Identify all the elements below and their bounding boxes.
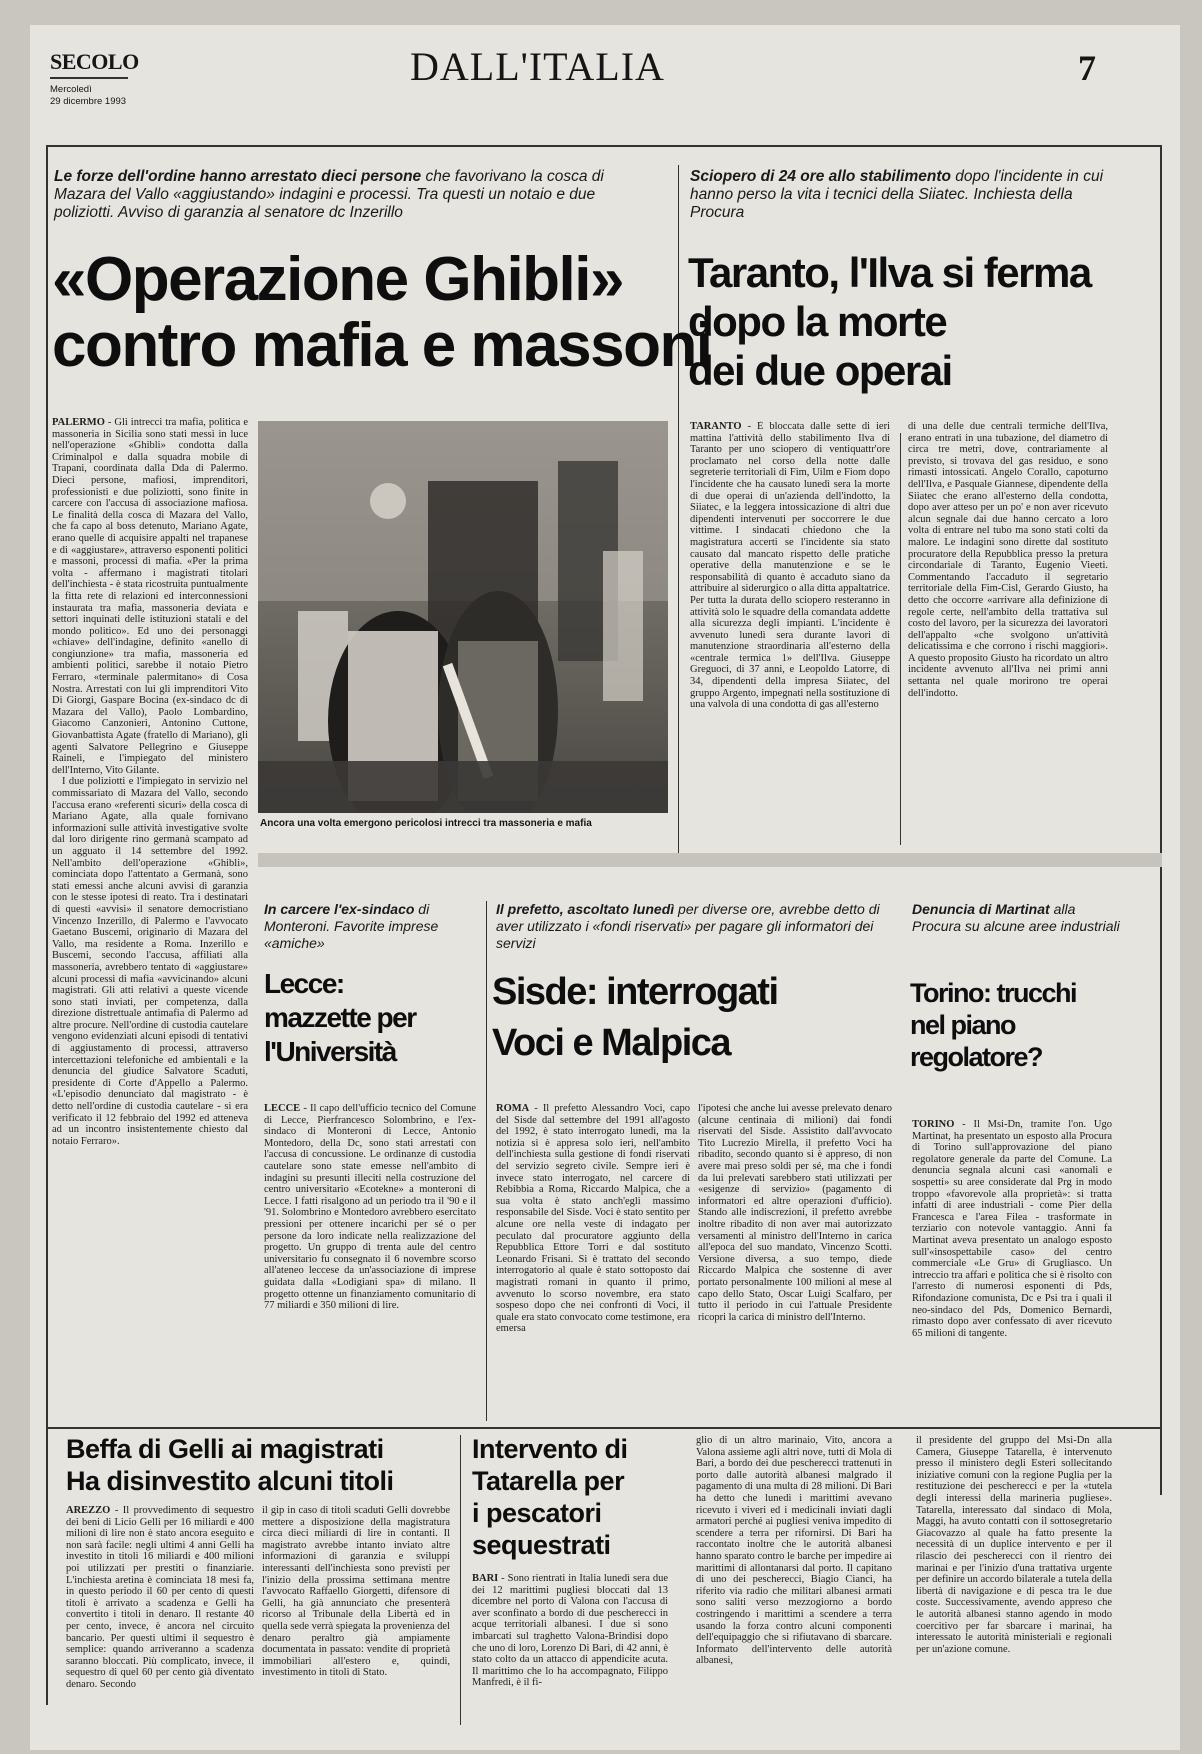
masthead bbox=[30, 25, 1180, 115]
article-ghibli-photo bbox=[258, 421, 668, 813]
article-tatarella-col3: il presidente del gruppo del Msi-Dn alla Camera, Giuseppe Tatarella, è intervenuto presso il ministero degli Esteri sollecitando iniziative comuni con la regione Puglia per la restituzione dei pescherecci e per la «tutela degli interessi della marineria pugliese». Tatarella, interessato dal sindaco di Mola, Maggi, ha avuto contatti con il sottosegretario Giacovazzo al quale ha fatto presente la necessità di un duplice intervento e per il rilascio dei pescherecci con il rientro dei marinai e per l'inizio d'una trattativa urgente per definire un accordo bilaterale a tutela della libertà di navigazione e di pesca tra le due coste. Successivamente, avendo appreso che le autorità albanesi stanno agendo in modo coercitivo per far sbarcare i marinai, ha interessato le autorità ministeriali e regionali per un'azione comune. bbox=[916, 1435, 1112, 1655]
article-ilva-col2: di una delle due centrali termiche dell'Ilva, erano entrati in una tubazione, del diametro di circa tre metri, dove, contrariamente al previsto, si trovava del gas residuo, e sono rimasti intossicati. Angelo Corallo, capoturno dell'Ilva, e Pasquale Giannese, dipendente della Siiatec che erano all'esterno della condotta, dopo aver atteso per un po' e non aver ricevuto alcun segnale dai due hanno cercato a loro volta di entrare nel tubo ma sono stati colti da malore. Le indagini sono dirette dal sostituto procuratore della Repubblica presso la pretura circondariale di Taranto, Eugenio Vieeti. Commentando l'accaduto il segretario territoriale della Fim-Cisl, Gerardo Giusto, ha detto che occorre «arrivare alla definizione di regole certe, nell'ambito della trattativa sul costo del lavoro, per la sicurezza dei lavoratori dell'appalto «che svolgono un'attività delicatissima e che corrono i rischi maggiori». A questo proposito Giusto ha ricordato un altro incidente avvenuto all'Ilva nei primi anni settanta nel quale morirono tre operai dell'indotto. bbox=[908, 421, 1108, 699]
article-tatarella-headline-line3: i pescatori bbox=[472, 1498, 602, 1528]
article-ilva-headline-line2: dopo la morte bbox=[688, 298, 947, 345]
article-lecce-headline-line2: mazzette per bbox=[264, 1002, 416, 1033]
issue-date: 29 dicembre 1993 bbox=[50, 96, 127, 107]
article-ghibli-kicker: Le forze dell'ordine hanno arrestato dieci persone che favorivano la cosca di Mazara del Vallo «aggiustando» indagini e processi. Tra questi un notaio e due poliziotti. Avviso di garanzia al senatore dc Inzerillo bbox=[54, 168, 604, 221]
article-torino-body: TORINO - Il Msi-Dn, tramite l'on. Ugo Martinat, ha presentato un esposto alla Procura di Torino sull'approvazione del piano regolatore generale da parte del Comune. La denuncia segnala alcuni casi «anomali e sospetti» su aree considerate dal Prg in modo troppo «favorevole alla proprietà»: si tratta infatti di aree industriali - come Pier della Francesca e l'area Filea - trasformate in terziario con notevole vantaggio. Anni fa Martinat aveva presentato un analogo esposto sull'«insospettabile caso» del centro commerciale «Le Gru» di Grugliasco. Un intreccio tra affari e politica che si è risolto con l'arresto di numerosi esponenti di Pds, Rifondazione comunista, Dc e Psi tra i quali il neo-sindaco del Pds, Domenico Bernardi, rimasto dopo aver confessato di aver ricevuto 65 milioni di tangente. bbox=[912, 1119, 1112, 1339]
article-tatarella-col1: BARI - Sono rientrati in Italia lunedì sera due dei 12 marittimi pugliesi bloccati dal 13 dicembre nel porto di Valona con l'accusa di aver sconfinato a bordo di due pescherecci in acque territoriali albanesi. I due si sono imbarcati sul traghetto Valona-Brindisi dopo che uno di loro, Lorenzo Di Bari, di 42 anni, è stato colto da un attacco di appendicite acuta. Il marittimo che lo ha accompagnato, Filippo Manfredi, è il fi- bbox=[472, 1573, 668, 1689]
article-gelli-col2: il gip in caso di titoli scaduti Gelli dovrebbe mettere a disposizione della magistratura circa dieci miliardi di lire in contanti. Il magistrato avrebbe intanto inviato altre informazioni di garanzia e sviluppi interessanti dell'inchiesta sono previsti per l'inizio della prossima settimana mentre l'avvocato Raffaello Giorgetti, difensore di Gelli, ha già annunciato che presenterà ricorso al Tribunale della Libertà ed in quella sede verrà spiegata la provenienza del denaro peraltro già ampiamente documentata in passato: vendite di proprietà immobiliari all'estero e, quindi, investimento in titoli di Stato. bbox=[262, 1505, 450, 1679]
article-gelli-headline-line2: Ha disinvestito alcuni titoli bbox=[66, 1466, 394, 1496]
article-torino-kicker: Denuncia di Martinat alla Procura su alcune aree industriali bbox=[912, 901, 1120, 934]
newspaper-page bbox=[30, 25, 1180, 1750]
article-sisde-headline-line2: Voci e Malpica bbox=[492, 1022, 731, 1064]
article-ghibli-headline-line2: contro mafia e massoni bbox=[52, 311, 712, 380]
article-torino-headline-line1: Torino: trucchi bbox=[910, 978, 1076, 1008]
article-lecce-headline-line3: l'Università bbox=[264, 1036, 396, 1067]
article-sisde-col1: ROMA - Il prefetto Alessandro Voci, capo del Sisde dal settembre del 1991 all'agosto del 1992, è stato interrogato lunedì, ma la notizia si è appresa solo ieri, nell'ambito dell'inchiesta sulla gestione di fondi riservati del servizio segreto civile. Sempre ieri è invece stato interrogato, nel carcere di Rebibbia a Roma, Riccardo Malpica, che a sua volta è stato anch'egli massimo responsabile del Sisde. Voci è stato sentito per alcune ore nella veste di indagato per peculato dal procuratore aggiunto della Repubblica Ettore Torri e dal sostituto Leonardo Frisani. Si è trattato del secondo interrogatorio al quale è stato sottoposto dai magistrati romani in quanto il primo, avvenuto lo scorso novembre, era stato sospeso dopo che nei confronti di Voci, il quale era stato convocato come testimone, era emersa bbox=[496, 1103, 690, 1335]
newspaper-logo: SECOLO bbox=[50, 49, 139, 74]
article-gelli-headline-line1: Beffa di Gelli ai magistrati bbox=[66, 1434, 384, 1464]
article-ilva-kicker: Sciopero di 24 ore allo stabilimento dopo l'incidente in cui hanno perso la vita i tecnici della Siiatec. Inchiesta della Procura bbox=[690, 168, 1104, 221]
article-tatarella-headline-line1: Intervento di bbox=[472, 1434, 628, 1464]
article-tatarella-headline-line4: sequestrati bbox=[472, 1530, 611, 1560]
article-ilva-headline-line1: Taranto, l'Ilva si ferma bbox=[688, 249, 1091, 296]
article-torino-headline-line3: regolatore? bbox=[910, 1042, 1043, 1072]
article-ilva-headline-line3: dei due operai bbox=[688, 347, 952, 394]
article-gelli-col1: AREZZO - Il provvedimento di sequestro dei beni di Licio Gelli per 16 miliardi e 400 milioni di lire non è stato ancora eseguito e non sarà facile: negli ultimi 4 anni Gelli ha investito in titoli 16 miliardi e 400 milioni poi utilizzati per prestiti o finanziarie. L'inchiesta aretina è cominciata 18 mesi fa, in questo periodo il 60 per cento di questi titoli è arrivato a scadenza e Gelli ha convertito i titoli in denaro. Il restante 40 per cento, invece, è ancora nel circuito bancario. Per questi ultimi il sequestro è semplice: quando arriveranno a scadenza saranno bloccati. Più complicato, invece, il sequestro di quel 60 per cento già diventato denaro. Secondo bbox=[66, 1505, 254, 1690]
article-ilva-col1: TARANTO - È bloccata dalle sette di ieri mattina l'attività dello stabilimento Ilva di Taranto per uno sciopero di ventiquattr'ore proclamato nel corso della notte dalle segreterie territoriali di Fim, Uilm e Fiom dopo l'incidente che ha causato lunedì sera la morte di due operai di un'azienda dell'indotto, la Siiatec, e la leggera intossicazione di altri due dipendenti intervenuti per soccorrere le due vittime. I sindacati chiedono che la magistratura accerti se l'incidente sia stato causato dal mancato rispetto delle pratiche operative della manutenzione e se le responsabilità di quanto è accaduto siano da attribuire al siderurgico o alla ditta appaltatrice. Per tutta la durata dello sciopero resteranno in attività solo le squadre della comandata addette alla sicurezza degli impianti. L'incidente è avvenuto lunedì sera durante lavori di manutenzione straordinaria all'esterno della «centrale termica 1» dell'Ilva. Giuseppe Greguoci, di 37 anni, e Leopoldo Latorre, di 34, dipendenti della impresa Siiatec, del gruppo Argento, impegnati nella sostituzione di una valvola di una condotta di gas all'esterno bbox=[690, 421, 890, 711]
article-sisde-headline-line1: Sisde: interrogati bbox=[492, 971, 778, 1013]
article-lecce-headline-line1: Lecce: bbox=[264, 968, 344, 999]
issue-day: Mercoledì bbox=[50, 84, 92, 95]
article-sisde-kicker: Il prefetto, ascoltato lunedì per diverse ore, avrebbe detto di aver utilizzato i «fondi riservati» per pagare gli informatori dei servizi bbox=[496, 901, 880, 951]
procession-photo-illustration bbox=[258, 421, 668, 813]
article-ghibli-headline-line1: «Operazione Ghibli» bbox=[52, 245, 623, 314]
article-ghibli-body: PALERMO - Gli intrecci tra mafia, politica e massoneria in Sicilia sono stati messi in luce nell'operazione «Ghibli» condotta dalla Criminalpol e dalla squadra mobile di Trapani, coordinata dalla Dda di Palermo. Dieci persone, mafiosi, imprenditori, professionisti e due poliziotti, sono finite in carcere con l'accusa di associazione mafiosa. Le finalità della cosca di Mazara del Vallo, che fa capo al boss detenuto, Mariano Agate, erano quelle di acquisire appalti nel trapanese e di «aggiustare», attraverso esponenti politici e massoni, processi di mafia. «Per la prima volta - affermano i magistrati titolari dell'inchiesta - è stata ricostruita puntualmente la fitta rete di relazioni ed interconnessioni instaurata tra mafia, massoneria deviata e settori inquinati delle istituzioni statali e del mondo politico». Ed uno dei personaggi «chiave» dell'indagine, definito «anello di congiunzione» tra mafia, massoneria ed ambienti politici, sarebbe il notaio Pietro Ferraro, «terminale palermitano» di Cosa Nostra. Arrestati con lui gli imprenditori Vito Di Giorgi, Gaspare Bocina (ex-sindaco dc di Mazara del Vallo), Paolo Lombardino, Giacomo Canzonieri, Antonino Cuttone, Giovanbattista Agate (fratello di Mariano), gli agenti Salvatore Pellegrino e Giuseppe Raineli, e l'impiegato del ministero dell'Interno, Vito Gilante. I due poliziotti e l'impiegato in servizio nel commissariato di Mazara del Vallo, secondo l'accusa erano «referenti sicuri» della cosca di Mariano Agate, alla quale fornivano informazioni sulle attività investigative svolte dal loro dirigente rino germanà scampato ad un agguato il 14 settembre del 1992. Nell'ambito dell'operazione «Ghibli», cominciata dopo l'attentato a Germanà, sono stati emessi anche alcuni avvisi di garanzia con le stesse ipotesi di reato. Tra i destinatari di questi «avvisi» il senatore democristiano Vincenzo Inzerillo, di Palermo e l'avvocato Gaetano Buscemi, originario di Mazara del Vallo, ma residente a Roma. Inzerillo e Buscemi, secondo l'accusa, affiliati alla massoneria, avrebbero tentato di «aggiustare» alcuni processi di mafia «avvicinando» alcuni magistrati. Gli atti relativi a queste vicende sono stati inviati, per competenza, dalla direzione distrettuale antimafia di Palermo ad altre procure. Nell'ordine di custodia cautelare vengono evidenziati alcuni episodi di tentativi di aggiustamento di processi, attraverso intercettazioni telefoniche ed ambientali e la denuncia del giudice Salvatore Scaduti, presidente di Corte d'Appello a Palermo. «L'episodio denunciato dal magistrato - è detto nell'ordine di custodia cautelare - si era verificato il 12 febbraio del 1992 ed atteneva ad un incontro insistentemente chiesto dal notaio Ferraro». bbox=[52, 417, 248, 1147]
article-tatarella-headline-line2: Tatarella per bbox=[472, 1466, 625, 1496]
article-lecce-kicker: In carcere l'ex-sindaco di Monteroni. Favorite imprese «amiche» bbox=[264, 901, 439, 951]
article-torino-headline-line2: nel piano bbox=[910, 1010, 1016, 1040]
article-sisde-col2: l'ipotesi che anche lui avesse prelevato denaro (alcune centinaia di milioni) dai fondi riservati del Sisde. Assistito dall'avvocato Tito Lucrezio Mirella, il prefetto Voci ha ribadito, secondo quanto si è appreso, di non avere mai preso soldi per sé, ma che i fondi da lui prelevati sarebbero stati utilizzati per «esigenze di servizio» (pagamento di informatori ed altre operazioni d'ufficio). Stando alle indiscrezioni, il prefetto avrebbe inoltre ribadito di non aver mai autorizzato versamenti al ministro dell'Interno in carica all'epoca del suo mandato, Vincenzo Scotti. Versione diversa, a suo tempo, diede Riccardo Malpica che sostenne di aver portato personalmente 100 milioni al mese al capo dello Stato, Oscar Luigi Scalfaro, per tutto il periodo in cui l'attuale Presidente ricopri la carica di ministro dell'Interno. bbox=[698, 1103, 892, 1323]
section-title: DALL'ITALIA bbox=[410, 44, 665, 89]
article-tatarella-col2: glio di un altro marinaio, Vito, ancora a Valona assieme agli altri nove, tutti di Mola di Bari, a bordo dei due pescherecci trattenuti in porto dalle autorità albanesi malgrado il pagamento di una multa di 28 milioni. Di Bari ha detto che lunedì i marittimi avevano ricevuto i viveri ed i medicinali inviati dagli armatori perché ai pugliesi veniva impedito di scendere a terra per rifornirsi. Di Bari ha raccontato inoltre che le autorità albanesi hanno sparato contro le barche per impedire ai marittimi di allontanarsi dal porto. Il capitano di uno dei pescherecci, Biagio Cianci, ha riferito via radio che militari albanesi armati sono saliti verso mezzogiorno a bordo costringendo i marittimi a scendere a terra usando la forza contro alcuni componenti dell'equipaggio che si rifiutavano di sbarcare. Informato dell'intervento delle autorità albanesi, bbox=[696, 1435, 892, 1667]
article-ghibli-photo-caption: Ancora una volta emergono pericolosi intrecci tra massoneria e mafia bbox=[260, 818, 592, 829]
article-lecce-body: LECCE - Il capo dell'ufficio tecnico del Comune di Lecce, Pierfrancesco Solombrino, e l'ex-sindaco di Monteroni di Lecce, Antonio Montedoro, della Dc, sono stati arrestati con l'accusa di concussione. Le ordinanze di custodia cautelare sono state emesse nell'ambito di indagini su presunti illeciti nella costruzione del centro universitario «Ecotekne» a monteroni di Lecce. I fatti risalgono ad un periodo tra il '90 e il '91. Solombrino e Montedoro avrebbero esercitato pressioni per ottenere incarichi per sé o per persone da loro indicate nella realizzazione del progetto. Un gruppo di trenta aule del centro universitario fu consegnato il 6 novembre scorso all'ateneo leccese da un'associazione di imprese guidata dalla «Lodigiani spa» di milano. Il progetto ottenne un finanziamento comunitario di 77 miliardi e 350 milioni di lire. bbox=[264, 1103, 476, 1312]
page-number: 7 bbox=[1078, 48, 1096, 88]
